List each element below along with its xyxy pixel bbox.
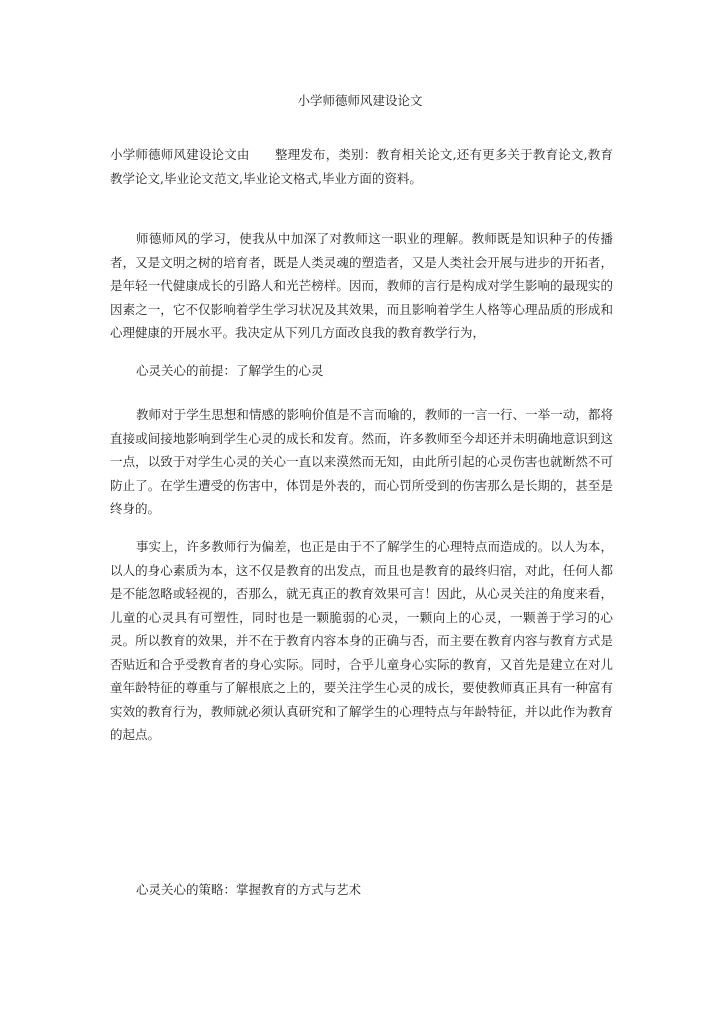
section-heading-2: 心灵关心的策略：掌握教育的方式与艺术 (136, 882, 362, 897)
section-heading-1: 心灵关心的前提：了解学生的心灵 (136, 363, 324, 378)
paragraph-3: 事实上，许多教师行为偏差，也正是由于不了解学生的心理特点而造成的。以人为本，以人的身心素质为本，这不仅是教育的出发点，而且也是教育的最终归宿，对此，任何人都是不能忽略或轻视的，否那么，就无真正的教育效果可言！因此，从心灵关注的角度来看，儿童的心灵具有可塑性，同时也是一颗脆弱的心灵，一颗向上的心灵，一颗善于学习的心灵。所以教育的效果，并不在于教育内容本身的正确与否，而主要在教育内容与教育方式是否贴近和合乎受教育者的身心实际。同时，合乎儿童身心实际的教育，又首先是建立在对儿童年龄特征的尊重与了解根底之上的，要关注学生心灵的成长，要使教师真正具有一种富有实效的教育行为，教师就必须认真研究和了解学生的心理特点与年龄特征，并以此作为教育的起点。 (110, 539, 613, 742)
document-title: 小学师德师风建设论文 (297, 93, 423, 108)
paragraph-2: 教师对于学生思想和情感的影响价值是不言而喻的，教师的一言一行、一举一动，都将直接或间接地影响到学生心灵的成长和发育。然而，许多教师至今却还并未明确地意识到这一点，以致于对学生心灵的关心一直以来漠然而无知，由此所引起的心灵伤害也就断然不可防止了。在学生遭受的伤害中，体罚是外表的，而心罚所受到的伤害那么是长期的，甚至是终身的。 (110, 407, 613, 516)
intro-paragraph: 小学师德师风建设论文由 整理发布，类别：教育相关论文,还有更多关于教育论文,教育教学论文,毕业论文范文,毕业论文格式,毕业方面的资料。 (110, 147, 613, 186)
paragraph-1: 师德师风的学习，使我从中加深了对教师这一职业的理解。教师既是知识种子的传播者，又是文明之树的培育者，既是人类灵魂的塑造者，又是人类社会开展与进步的开拓者，是年轻一代健康成长的引路人和光芒榜样。因而，教师的言行是构成对学生影响的最现实的因素之一，它不仅影响着学生学习状况及其效果，而且影响着学生人格等心理品质的形成和心理健康的开展水平。我决定从下列几方面改良我的教育教学行为， (110, 231, 613, 340)
